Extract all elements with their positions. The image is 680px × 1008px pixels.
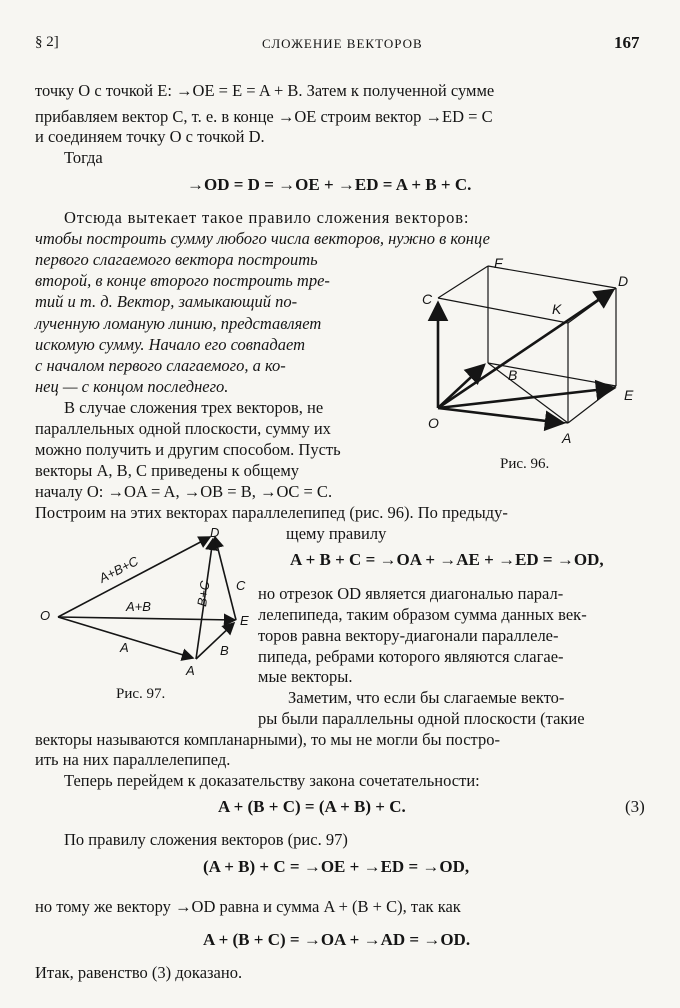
label-E: E <box>624 387 634 403</box>
text-line: началу O: →OA = A, →OB = B, →OC = C. <box>35 482 333 501</box>
text-line: щему правилу <box>286 524 387 543</box>
text-line: точку O с точкой E: →OE = E = A + B. Затем к полученной сумме <box>35 81 495 100</box>
text-line: лелепипеда, таким образом сумма данных век- <box>258 605 587 624</box>
vector-A+B <box>58 617 235 620</box>
equation: (A + B) + C = →OE + →ED = →OD, <box>203 857 470 876</box>
text-line: ить на них параллелепипед. <box>35 750 231 769</box>
label-D: D <box>618 273 629 289</box>
vector-OB <box>438 365 484 408</box>
label-B+C: B+C <box>194 579 213 608</box>
text-line: ры были параллельны одной плоскости (такие <box>258 709 585 728</box>
text-line: торов равна вектору-диагонали параллеле- <box>258 626 559 645</box>
label-B: B <box>220 643 229 658</box>
label-B: B <box>508 367 518 383</box>
text-line: Тогда <box>64 148 103 167</box>
text-line: прибавляем вектор C, т. е. в конце →OE строим вектор →ED = C <box>35 107 493 126</box>
text-line: второй, в конце второго построить тре- <box>35 271 330 290</box>
text-line: можно получить и другим способом. Пусть <box>35 440 341 459</box>
text-line: параллельных одной плоскости, сумму их <box>35 419 331 438</box>
running-title: СЛОЖЕНИЕ ВЕКТОРОВ <box>262 36 423 51</box>
text-line: но отрезок OD является диагональю парал- <box>258 584 564 603</box>
text-line: нец — с концом последнего. <box>35 377 229 396</box>
text-line: мые векторы. <box>258 667 353 686</box>
text-line: Построим на этих векторах параллелепипед (рис. 96). По предыду- <box>35 503 508 522</box>
label-A-vector: A <box>120 640 129 655</box>
text-line: но тому же вектору →OD равна и сумма A + (B + C), так как <box>35 897 461 916</box>
text-line: Итак, равенство (3) доказано. <box>35 963 243 982</box>
label-D: D <box>210 525 220 540</box>
vector-C <box>215 537 236 620</box>
vector-OA <box>438 408 563 423</box>
label-F: F <box>494 255 503 271</box>
edge <box>438 298 568 323</box>
label-A-vertex: A <box>186 663 195 678</box>
equation: →OD = D = →OE + →ED = A + B + C. <box>187 175 472 194</box>
label-A: A <box>562 430 572 446</box>
figure-97 <box>30 525 262 680</box>
page-number: 167 <box>614 33 640 52</box>
label-O: O <box>428 415 439 431</box>
label-A+B+C: A+B+C <box>96 553 141 586</box>
figure-96-caption: Рис. 96. <box>500 456 550 472</box>
text-line: с началом первого слагаемого, а ко- <box>35 356 286 375</box>
text-line: лученную ломаную линию, представляет <box>35 314 322 333</box>
section-number: § 2] <box>35 34 59 50</box>
text-line: По правилу сложения векторов (рис. 97) <box>64 830 348 849</box>
edge <box>488 363 568 423</box>
text-line: пипеда, ребрами которого являются слагае- <box>258 647 564 666</box>
text-line: Заметим, что если бы слагаемые векто- <box>288 688 565 707</box>
text-line: чтобы построить сумму любого числа векторов, нужно в конце <box>35 229 490 248</box>
label-K: K <box>552 301 562 317</box>
equation-number: (3) <box>625 797 645 816</box>
label-C: C <box>422 291 433 307</box>
edge <box>488 266 616 288</box>
text-line: и соединяем точку O с точкой D. <box>35 127 265 146</box>
equation: A + (B + C) = (A + B) + C. <box>218 797 406 816</box>
text-line: векторы называются компланарными), то мы не могли бы постро- <box>35 730 500 749</box>
text-line: Отсюда вытекает такое правило сложения векторов: <box>64 208 470 227</box>
text-line: векторы A, B, C приведены к общему <box>35 461 300 480</box>
text-line: В случае сложения трех векторов, не <box>64 398 324 417</box>
label-A+B: A+B <box>126 599 151 614</box>
equation: A + (B + C) = →OA + →AD = →OD. <box>203 930 471 949</box>
figure-97-caption: Рис. 97. <box>116 686 166 702</box>
edge <box>438 266 488 298</box>
figure-96 <box>418 248 648 453</box>
equation: A + B + C = →OA + →AE + →ED = →OD, <box>290 550 604 569</box>
text-line: первого слагаемого вектора построить <box>35 250 318 269</box>
label-C: C <box>236 578 246 593</box>
text-line: Теперь перейдем к доказательству закона сочетательности: <box>64 771 480 790</box>
text-line: тий и т. д. Вектор, замыкающий по- <box>35 292 298 311</box>
text-line: искомую сумму. Начало его совпадает <box>35 335 306 354</box>
label-E: E <box>240 613 249 628</box>
label-O: O <box>40 608 51 623</box>
